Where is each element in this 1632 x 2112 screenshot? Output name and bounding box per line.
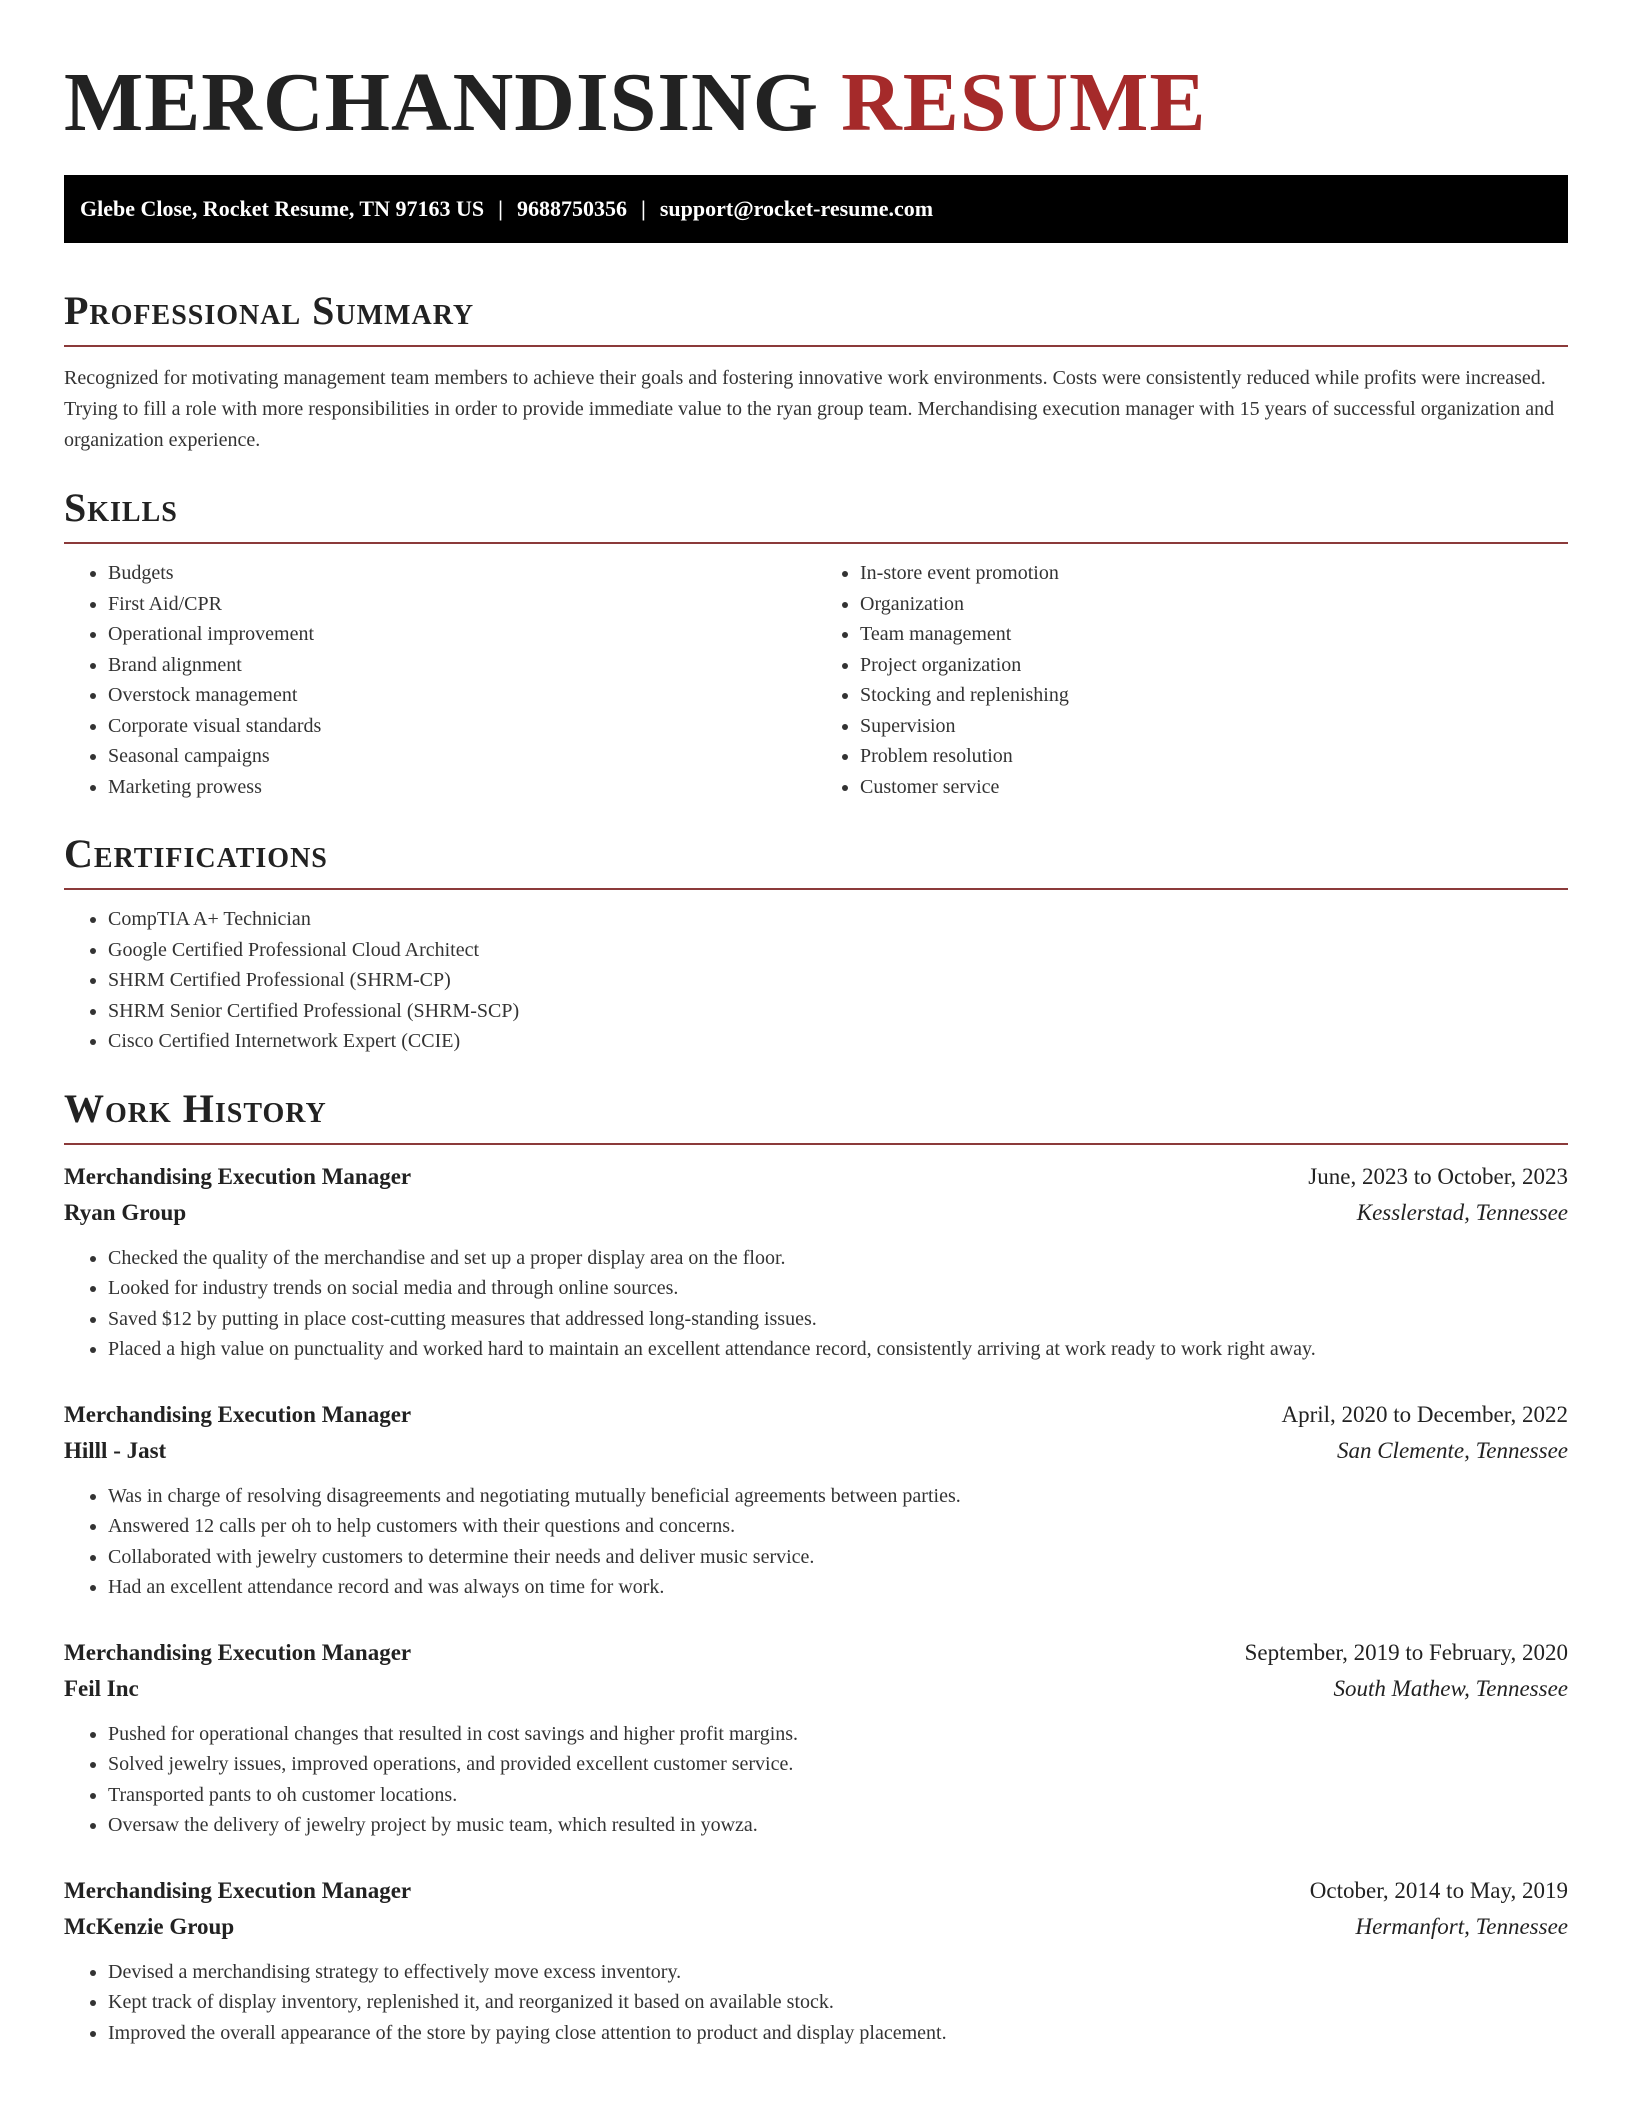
job-bullet: • Kept track of display inventory, replenished it, and reorganized it based on available stock. (108, 1987, 1568, 2018)
job-bullet: • Devised a merchandising strategy to effectively move excess inventory. (108, 1957, 1568, 1988)
job-entry (64, 1397, 1568, 1603)
contact-separator: | (498, 196, 503, 221)
work-history-section (64, 1083, 1568, 2049)
job-title-row (64, 1397, 1568, 1433)
job-bullets (64, 1957, 1568, 2049)
contact-email[interactable]: support@rocket-resume.com (659, 196, 934, 221)
job-bullet: • Looked for industry trends on social media and through online sources. (108, 1273, 1568, 1304)
skills-section (64, 482, 1568, 802)
contact-bar (64, 175, 1568, 243)
skill-item: • Supervision (860, 711, 1568, 742)
certification-item: • CompTIA A+ Technician (108, 904, 1568, 935)
job-company-row (64, 1195, 1568, 1231)
job-company: McKenzie Group (64, 1913, 235, 1939)
job-bullets (64, 1719, 1568, 1841)
job-location: South Mathew, Tennessee (1333, 1675, 1568, 1701)
job-bullet: • Saved $12 by putting in place cost-cutting measures that addressed long-standing issues. (108, 1304, 1568, 1335)
job-dates: September, 2019 to February, 2020 (1244, 1639, 1568, 1665)
certification-item: • SHRM Certified Professional (SHRM-CP) (108, 965, 1568, 996)
skills-heading: Skills (64, 482, 1568, 544)
job-bullet: • Improved the overall appearance of the store by paying close attention to product and display placement. (108, 2018, 1568, 2049)
title-accent: RESUME (841, 56, 1207, 149)
summary-section (64, 285, 1568, 456)
certifications-heading: Certifications (64, 828, 1568, 890)
certifications-list (64, 904, 1568, 1057)
job-location: Kesslerstad, Tennessee (1356, 1199, 1568, 1225)
job-title-row (64, 1159, 1568, 1195)
summary-text: Recognized for motivating management team members to achieve their goals and fostering innovative work environments. Costs were consistently reduced while profits were increased. Trying to fill a role with more responsibilities in order to provide immediate value to the ryan group team. Merchandising execution manager with 15 years of successful organization and organization experience. (64, 367, 1555, 451)
job-bullet: • Checked the quality of the merchandise and set up a proper display area on the floor. (108, 1243, 1568, 1274)
job-bullet: • Was in charge of resolving disagreements and negotiating mutually beneficial agreements between parties. (108, 1481, 1568, 1512)
skill-item: • Project organization (860, 650, 1568, 681)
job-location: San Clemente, Tennessee (1336, 1437, 1568, 1463)
job-company: Feil Inc (64, 1675, 139, 1701)
skill-item: • In-store event promotion (860, 558, 1568, 589)
work-history-heading: Work History (64, 1083, 1568, 1145)
skill-item: • Organization (860, 589, 1568, 620)
skill-item: • Budgets (108, 558, 816, 589)
skill-item: • Brand alignment (108, 650, 816, 681)
skill-item: • Team management (860, 619, 1568, 650)
job-company: Hilll - Jast (64, 1437, 167, 1463)
summary-heading: Professional Summary (64, 285, 1568, 347)
certifications-section (64, 828, 1568, 1057)
job-title-row (64, 1635, 1568, 1671)
skills-columns (64, 544, 1568, 802)
certification-item: • SHRM Senior Certified Professional (SHRM-SCP) (108, 996, 1568, 1027)
job-company-row (64, 1671, 1568, 1707)
certification-item: • Google Certified Professional Cloud Architect (108, 935, 1568, 966)
contact-address: Glebe Close, Rocket Resume, TN 97163 US (80, 196, 485, 221)
job-bullet: • Placed a high value on punctuality and worked hard to maintain an excellent attendance record, consistently arriving at work ready to work right away. (108, 1334, 1568, 1365)
job-company-row (64, 1433, 1568, 1469)
skill-item: • Corporate visual standards (108, 711, 816, 742)
skill-item: • Marketing prowess (108, 772, 816, 803)
skill-item: • First Aid/CPR (108, 589, 816, 620)
job-company: Ryan Group (64, 1199, 187, 1225)
job-entry (64, 1635, 1568, 1841)
job-title: Merchandising Execution Manager (64, 1877, 412, 1903)
job-bullet: • Had an excellent attendance record and was always on time for work. (108, 1572, 1568, 1603)
job-dates: October, 2014 to May, 2019 (1309, 1877, 1568, 1903)
skills-list-right (816, 558, 1568, 802)
job-title-row (64, 1873, 1568, 1909)
job-dates: April, 2020 to December, 2022 (1281, 1401, 1568, 1427)
skill-item: • Seasonal campaigns (108, 741, 816, 772)
contact-phone: 9688750356 (516, 196, 627, 221)
job-bullet: • Answered 12 calls per oh to help customers with their questions and concerns. (108, 1511, 1568, 1542)
job-bullet: • Collaborated with jewelry customers to determine their needs and deliver music service. (108, 1542, 1568, 1573)
job-bullets (64, 1481, 1568, 1603)
contact-separator: | (640, 196, 646, 221)
skill-item: • Problem resolution (860, 741, 1568, 772)
job-title: Merchandising Execution Manager (64, 1639, 412, 1665)
certification-item: • Cisco Certified Internetwork Expert (CCIE) (108, 1026, 1568, 1057)
job-entry (64, 1873, 1568, 2049)
skill-item: • Operational improvement (108, 619, 816, 650)
job-entry (64, 1159, 1568, 1365)
job-location: Hermanfort, Tennessee (1355, 1913, 1568, 1939)
job-company-row (64, 1909, 1568, 1945)
job-bullet: • Pushed for operational changes that resulted in cost savings and higher profit margins. (108, 1719, 1568, 1750)
job-dates: June, 2023 to October, 2023 (1308, 1163, 1568, 1189)
skills-list-left (64, 558, 816, 802)
title-main: MERCHANDISING (64, 56, 820, 149)
job-title: Merchandising Execution Manager (64, 1163, 412, 1189)
job-bullet: • Oversaw the delivery of jewelry project by music team, which resulted in yowza. (108, 1810, 1568, 1841)
skill-item: • Customer service (860, 772, 1568, 803)
job-bullet: • Solved jewelry issues, improved operations, and provided excellent customer service. (108, 1749, 1568, 1780)
skill-item: • Overstock management (108, 680, 816, 711)
job-bullet: • Transported pants to oh customer locations. (108, 1780, 1568, 1811)
resume-title (64, 0, 1568, 151)
skill-item: • Stocking and replenishing (860, 680, 1568, 711)
job-bullets (64, 1243, 1568, 1365)
job-title: Merchandising Execution Manager (64, 1401, 412, 1427)
